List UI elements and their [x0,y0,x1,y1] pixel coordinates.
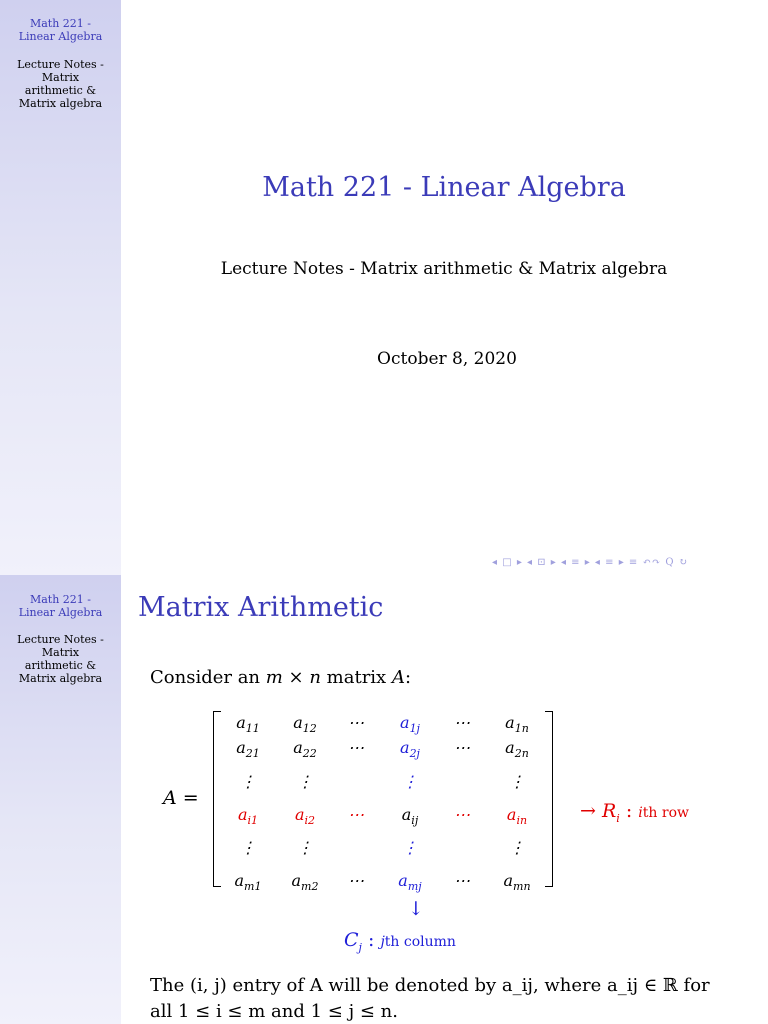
matrix-entry: $a_{2j}$ [400,738,420,761]
matrix-entry: ⋯ [348,805,364,824]
sidebar-lecture-subtitle[interactable]: Lecture Notes - Matrix arithmetic & Matrix algebra [17,633,104,685]
frame-title: Matrix Arithmetic [138,592,384,623]
matrix-entry: $a_{m2}$ [291,871,319,894]
matrix-entry: $a_{ij}$ [401,805,419,828]
matrix-entry: ⋯ [348,738,364,757]
matrix-entry: ⋯ [454,713,470,732]
matrix-entry: $a_{1j}$ [400,713,420,736]
matrix-entry: $a_{i1}$ [237,805,259,828]
matrix-entry: ⋮ [297,772,313,791]
row-annotation: → $R_i$ : ith row [580,800,689,825]
sidebar-course-title[interactable]: Math 221 - Linear Algebra [18,593,103,619]
sidebar [0,0,121,575]
matrix-entry: ⋮ [509,772,525,791]
matrix-entry: ⋮ [509,838,525,857]
matrix-entry: ⋯ [348,871,364,890]
sidebar-lecture-subtitle[interactable]: Lecture Notes - Matrix arithmetic & Matrix algebra [17,58,104,110]
lecture-subtitle: Lecture Notes - Matrix arithmetic & Matrix algebra [220,259,668,279]
matrix-entry: $a_{22}$ [293,738,317,761]
matrix-entry: $a_{2n}$ [505,738,529,761]
matrix-entry: $a_{m1}$ [234,871,262,894]
intro-sentence: Consider an m × n matrix A: [150,667,412,688]
beamer-navigation-bar[interactable]: ◂ □ ▸ ◂ ⊡ ▸ ◂ ≡ ▸ ◂ ≡ ▸ ≡ ↶↷ Q ↻ [492,557,689,568]
matrix-entry: $a_{11}$ [236,713,260,736]
column-arrow: ↓ [408,898,424,920]
matrix-entry: $a_{in}$ [506,805,528,828]
page-title: Math 221 - Linear Algebra [262,172,626,203]
sidebar-course-title[interactable]: Math 221 - Linear Algebra [18,17,103,43]
matrix-entry: ⋮ [240,838,256,857]
entry-definition-line-2: all 1 ≤ i ≤ m and 1 ≤ j ≤ n. [150,1001,398,1022]
matrix-entry: ⋯ [454,871,470,890]
matrix-entry: $a_{i2}$ [294,805,316,828]
matrix-entry: ⋯ [454,738,470,757]
matrix-entry: ⋮ [240,772,256,791]
matrix-entry: ⋯ [454,805,470,824]
matrix-entry: $a_{12}$ [293,713,317,736]
sidebar [0,575,121,1024]
matrix-entry: ⋯ [348,713,364,732]
entry-definition-line-1: The (i, j) entry of A will be denoted by a_ij, where a_ij ∈ ℝ for [150,975,710,996]
matrix-entry: $a_{mn}$ [503,871,531,894]
column-annotation: $C_j$ : jth column [344,929,456,954]
left-bracket [213,711,221,887]
right-bracket [545,711,553,887]
matrix-entry: $a_{1n}$ [505,713,529,736]
matrix-entry: ⋮ [402,838,418,857]
matrix-arithmetic-slide [0,575,768,1024]
matrix-entry: ⋮ [297,838,313,857]
matrix-lhs: A = [163,787,199,809]
matrix-entry: ⋮ [402,772,418,791]
lecture-date: October 8, 2020 [377,349,517,369]
matrix-entry: $a_{mj}$ [398,871,422,894]
matrix-entry: $a_{21}$ [236,738,260,761]
